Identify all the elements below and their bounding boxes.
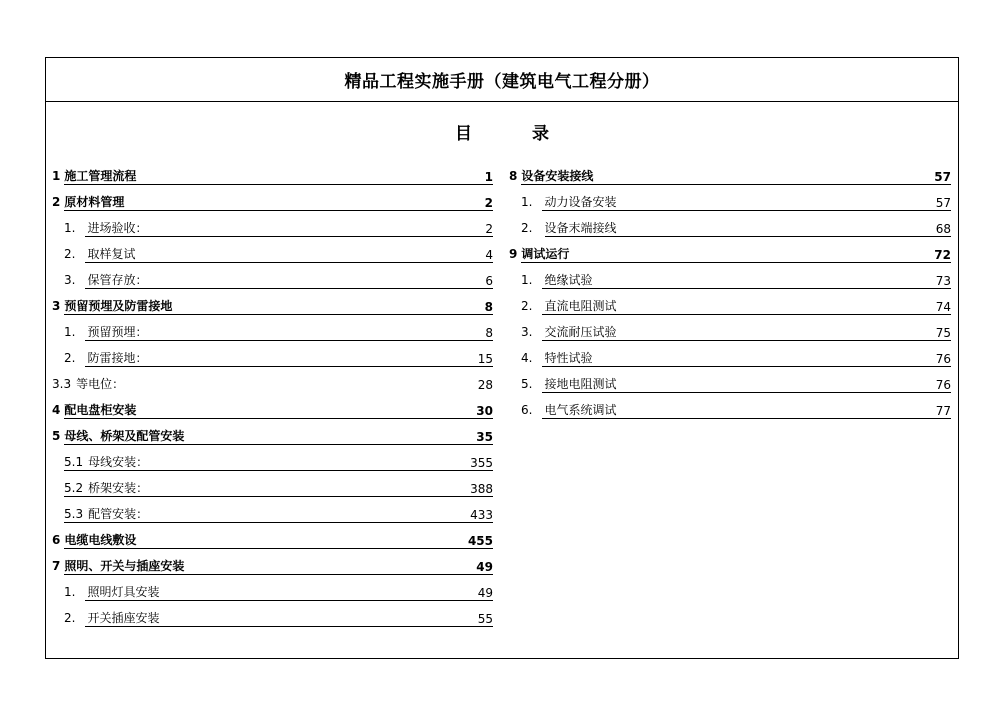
toc-entry-number: 5 xyxy=(52,429,61,443)
toc-entry[interactable] xyxy=(52,372,495,398)
toc-entry-underline xyxy=(85,600,493,601)
toc-entry-underline xyxy=(64,444,493,445)
toc-entry-label xyxy=(509,167,593,184)
toc-entry-number: 6. xyxy=(521,403,533,417)
toc-entry-number: 3 xyxy=(52,299,61,313)
toc-entry-label xyxy=(521,271,592,288)
toc-entry-underline xyxy=(521,184,951,185)
toc-entry-label xyxy=(521,219,616,236)
toc-entry-title: 配电盘柜安装 xyxy=(64,403,137,417)
toc-entry-page: 35 xyxy=(476,430,493,444)
toc-entry-page: 55 xyxy=(477,612,493,626)
toc-entry-title: 接地电阻测试 xyxy=(544,377,617,391)
toc-entry-label xyxy=(64,453,148,470)
toc-entry-number: 1 xyxy=(52,169,61,183)
toc-entry[interactable] xyxy=(52,190,495,216)
toc-entry-page: 15 xyxy=(477,352,493,366)
toc-entry-page: 388 xyxy=(470,482,493,496)
toc-entry-label xyxy=(52,167,136,184)
toc-entry-number: 2. xyxy=(64,351,76,365)
toc-entry-title: 施工管理流程 xyxy=(64,169,137,183)
toc-entry[interactable] xyxy=(52,398,495,424)
toc-entry[interactable] xyxy=(509,372,953,398)
toc-entry-underline xyxy=(85,262,493,263)
toc-heading: 目录 xyxy=(455,124,609,144)
toc-entry-title: 直流电阻测试 xyxy=(544,299,617,313)
toc-entry-page: 68 xyxy=(935,222,951,236)
toc-right-column xyxy=(509,164,953,424)
toc-entry-title: 母线、桥架及配管安装 xyxy=(64,429,185,443)
toc-entry-number: 6 xyxy=(52,533,61,547)
toc-entry-underline xyxy=(64,548,493,549)
toc-entry-label xyxy=(64,219,147,236)
toc-entry-underline xyxy=(542,210,951,211)
toc-entry-page: 76 xyxy=(935,378,951,392)
toc-entry-page: 49 xyxy=(476,560,493,574)
toc-entry[interactable] xyxy=(52,268,495,294)
toc-entry[interactable] xyxy=(52,216,495,242)
toc-entry-number: 1. xyxy=(521,273,533,287)
toc-entry-number: 7 xyxy=(52,559,61,573)
toc-entry-page: 8 xyxy=(484,300,493,314)
toc-entry[interactable] xyxy=(52,294,495,320)
toc-entry-number: 4 xyxy=(52,403,61,417)
toc-entry-number: 1. xyxy=(64,325,76,339)
toc-entry-page: 6 xyxy=(485,274,493,288)
toc-entry-page: 4 xyxy=(485,248,493,262)
toc-entry-number: 2. xyxy=(521,221,533,235)
toc-entry-label xyxy=(521,349,592,366)
toc-entry-label xyxy=(521,401,616,418)
toc-entry-underline xyxy=(542,340,951,341)
toc-entry-title: 调试运行 xyxy=(521,247,570,261)
toc-entry-number: 5.2 xyxy=(64,481,84,495)
toc-entry-page: 355 xyxy=(470,456,493,470)
toc-entry-number: 5.1 xyxy=(64,455,84,469)
toc-entry-label xyxy=(509,245,569,262)
toc-entry-label xyxy=(64,479,148,496)
document-title: 精品工程实施手册（建筑电气工程分册） xyxy=(344,72,660,92)
toc-entry-label xyxy=(521,297,616,314)
toc-entry[interactable] xyxy=(509,320,953,346)
toc-entry-underline xyxy=(545,236,951,237)
toc-entry-label xyxy=(521,193,616,210)
toc-entry-label xyxy=(52,375,124,392)
toc-entry-title: 电气系统调试 xyxy=(544,403,617,417)
toc-entry-title: 预留预埋及防雷接地 xyxy=(64,299,173,313)
toc-entry-title: 设备安装接线 xyxy=(521,169,594,183)
toc-entry[interactable] xyxy=(52,346,495,372)
toc-entry-label xyxy=(521,323,616,340)
toc-entry-number: 2 xyxy=(52,195,61,209)
toc-entry-underline xyxy=(542,392,951,393)
toc-entry-underline xyxy=(64,470,493,471)
toc-entry-title: 设备末端接线 xyxy=(544,221,617,235)
toc-entry-underline xyxy=(542,366,951,367)
toc-entry[interactable] xyxy=(509,164,953,190)
toc-entry-number: 8 xyxy=(509,169,518,183)
toc-entry-number: 2. xyxy=(64,247,76,261)
toc-entry-page: 75 xyxy=(935,326,951,340)
toc-entry-title: 电缆电线敷设 xyxy=(64,533,137,547)
toc-entry-label xyxy=(64,609,159,626)
toc-entry-page: 8 xyxy=(485,326,493,340)
toc-entry-number: 3.3 xyxy=(52,377,72,391)
toc-entry-title: 开关插座安装 xyxy=(87,611,160,625)
toc-entry-underline xyxy=(542,418,951,419)
toc-entry-page: 433 xyxy=(470,508,493,522)
toc-entry-number: 1. xyxy=(521,195,533,209)
toc-entry-title: 取样复试 xyxy=(87,247,136,261)
toc-entry-number: 3. xyxy=(521,325,533,339)
toc-entry-underline xyxy=(64,184,493,185)
toc-entry[interactable] xyxy=(52,554,495,580)
toc-entry-page: 2 xyxy=(485,222,493,236)
toc-entry-number: 1. xyxy=(64,585,76,599)
toc-entry-underline xyxy=(64,314,493,315)
toc-entry-number: 5. xyxy=(521,377,533,391)
toc-entry-title: 动力设备安装 xyxy=(544,195,617,209)
toc-left-column xyxy=(52,164,495,632)
toc-entry-title: 桥架安装： xyxy=(88,481,149,495)
toc-entry-title: 预留预埋： xyxy=(87,325,148,339)
toc-entry-number: 2. xyxy=(64,611,76,625)
toc-entry-label xyxy=(52,297,172,314)
toc-entry-title: 母线安装： xyxy=(88,455,149,469)
toc-entry-title: 保管存放： xyxy=(87,273,148,287)
toc-entry-label xyxy=(64,349,147,366)
toc-entry[interactable] xyxy=(509,190,953,216)
toc-entry-underline xyxy=(542,288,951,289)
toc-entry[interactable] xyxy=(509,268,953,294)
toc-entry-label xyxy=(52,557,184,574)
toc-entry[interactable] xyxy=(52,164,495,190)
toc-entry[interactable] xyxy=(509,346,953,372)
toc-entry-page: 2 xyxy=(484,196,493,210)
toc-entry-page: 77 xyxy=(935,404,951,418)
toc-entry[interactable] xyxy=(52,502,495,528)
toc-entry-underline xyxy=(64,418,493,419)
toc-entry-number: 2. xyxy=(521,299,533,313)
toc-entry-title: 特性试验 xyxy=(544,351,593,365)
toc-entry-title: 交流耐压试验 xyxy=(544,325,617,339)
toc-entry[interactable] xyxy=(509,216,953,242)
toc-entry-underline xyxy=(64,496,493,497)
toc-entry-underline xyxy=(64,210,493,211)
toc-entry-page: 57 xyxy=(935,196,951,210)
toc-entry[interactable] xyxy=(52,528,495,554)
toc-entry-underline xyxy=(85,340,493,341)
toc-entry-title: 防雷接地： xyxy=(87,351,148,365)
toc-entry[interactable] xyxy=(52,450,495,476)
toc-entry-number: 4. xyxy=(521,351,533,365)
toc-entry-title: 绝缘试验 xyxy=(544,273,593,287)
toc-entry-number: 5.3 xyxy=(64,507,84,521)
toc-entry-page: 76 xyxy=(935,352,951,366)
toc-entry-underline xyxy=(85,236,493,237)
toc-entry-underline xyxy=(85,288,493,289)
toc-entry-label xyxy=(52,427,184,444)
toc-entry-underline xyxy=(64,522,493,523)
toc-entry-page: 30 xyxy=(476,404,493,418)
toc-entry-label xyxy=(521,375,616,392)
toc-entry[interactable] xyxy=(52,606,495,632)
toc-entry-page: 74 xyxy=(935,300,951,314)
toc-entry-title: 照明灯具安装 xyxy=(87,585,160,599)
toc-entry[interactable] xyxy=(52,476,495,502)
toc-entry[interactable] xyxy=(509,294,953,320)
document-frame xyxy=(45,57,959,659)
toc-entry-page: 57 xyxy=(934,170,951,184)
toc-entry[interactable] xyxy=(509,398,953,424)
toc-entry[interactable] xyxy=(52,242,495,268)
toc-entry[interactable] xyxy=(52,580,495,606)
title-bar xyxy=(46,58,958,102)
toc-entry-page: 1 xyxy=(484,170,493,184)
toc-entry-underline xyxy=(542,314,951,315)
toc-entry-title: 照明、开关与插座安装 xyxy=(64,559,185,573)
toc-entry-label xyxy=(64,271,147,288)
toc-entry-underline xyxy=(85,366,493,367)
toc-entry[interactable] xyxy=(52,424,495,450)
toc-entry-page: 73 xyxy=(935,274,951,288)
toc-entry-page: 455 xyxy=(467,534,493,548)
toc-entry-underline xyxy=(64,574,493,575)
toc-entry-label xyxy=(64,323,147,340)
toc-entry-page: 49 xyxy=(477,586,493,600)
toc-entry-underline xyxy=(85,626,493,627)
toc-entry-label xyxy=(52,401,136,418)
toc-entry-label xyxy=(64,245,135,262)
toc-entry-title: 配管安装： xyxy=(88,507,149,521)
toc-entry-underline xyxy=(521,262,951,263)
toc-entry-title: 原材料管理 xyxy=(64,195,125,209)
toc-entry-page: 72 xyxy=(934,248,951,262)
toc-entry-label xyxy=(52,193,124,210)
toc-entry[interactable] xyxy=(509,242,953,268)
toc-entry-title: 进场验收： xyxy=(87,221,148,235)
toc-entry-label xyxy=(64,583,159,600)
toc-entry-label xyxy=(64,505,148,522)
toc-entry-page: 28 xyxy=(477,378,493,392)
toc-entry-number: 9 xyxy=(509,247,518,261)
toc-entry-label xyxy=(52,531,136,548)
toc-entry-title: 等电位： xyxy=(76,377,125,391)
toc-entry-number: 3. xyxy=(64,273,76,287)
toc-entry[interactable] xyxy=(52,320,495,346)
toc-entry-number: 1. xyxy=(64,221,76,235)
